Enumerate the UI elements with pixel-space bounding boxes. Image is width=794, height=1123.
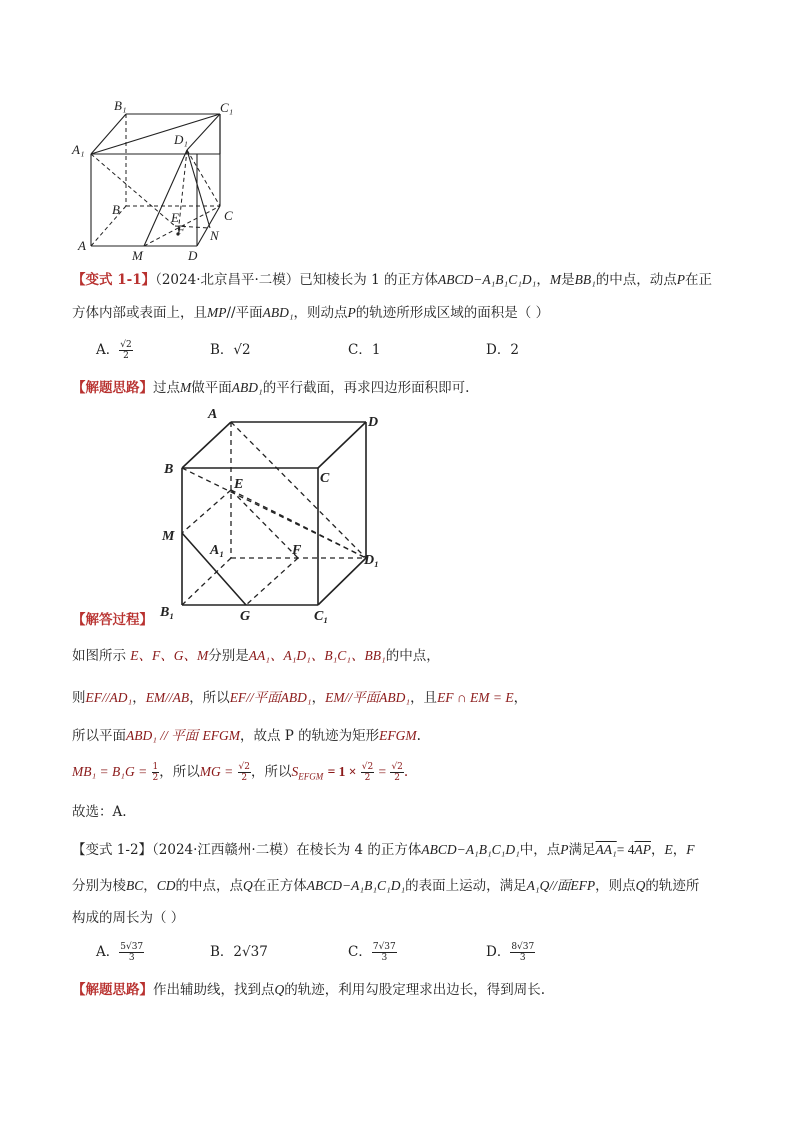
vector-AA1: AA₁	[595, 842, 617, 857]
answer-text: 故选：A.	[72, 804, 127, 820]
numerator: 7√37	[372, 942, 396, 952]
label-B: B	[112, 202, 120, 217]
label-D1: D₁	[364, 553, 379, 568]
solution-line4	[72, 762, 732, 788]
label-M: M	[132, 248, 143, 263]
text: .	[416, 728, 421, 744]
label-D: D	[368, 415, 379, 430]
math: E	[664, 842, 673, 857]
text: 满足	[568, 842, 596, 858]
text: ，	[536, 272, 550, 288]
text: 所以平面	[72, 728, 126, 744]
cube-name: ABCD−A₁B₁C₁D₁	[437, 272, 537, 287]
option-label: D．	[486, 944, 511, 960]
math: =	[378, 764, 387, 779]
label-C1: C₁	[314, 609, 329, 624]
label-B: B	[164, 462, 174, 477]
variant-1-2-options	[72, 942, 732, 968]
math: EFGM	[379, 728, 417, 743]
denominator: 2	[123, 351, 129, 361]
math: EF ∩ EM = E	[437, 690, 514, 705]
math: S	[291, 764, 299, 779]
math: Q	[243, 878, 253, 893]
text: 的平行截面，再求四边形面积即可.	[262, 380, 470, 396]
text: 过点	[153, 380, 180, 396]
text: 方体内部或表面上，且	[72, 305, 207, 321]
variant-tag: 【变式 1-2】	[72, 842, 153, 858]
denominator: 3	[128, 953, 135, 963]
fraction	[119, 942, 144, 963]
label-B1: B₁	[114, 98, 127, 113]
math-M: M	[549, 272, 562, 287]
text: 的轨迹，利用勾股定理求出边长，得到周长.	[284, 982, 546, 998]
math: F	[686, 842, 695, 857]
math: CD	[156, 878, 176, 893]
label-F: F	[292, 543, 302, 558]
label-M: M	[162, 529, 175, 544]
text: 分别是	[208, 648, 249, 664]
option-c[interactable]	[348, 942, 397, 963]
math: EM//AB	[145, 690, 190, 705]
option-label: C．	[348, 342, 372, 358]
math: BC	[126, 878, 144, 893]
label-C: C	[224, 208, 233, 223]
text: 的轨迹所	[645, 878, 700, 894]
text: .	[403, 764, 409, 780]
option-value: 2√37	[233, 944, 268, 960]
math: MB₁ = B₁G =	[72, 764, 148, 779]
text: 分别为棱	[72, 878, 126, 894]
label-A: A	[208, 407, 218, 422]
text: 构成的周长为（ ）	[72, 910, 185, 926]
denominator: 3	[381, 953, 388, 963]
math-P: P	[347, 305, 356, 320]
text: ，则动点	[293, 305, 348, 321]
math: = 1 ×	[327, 764, 357, 779]
label-D1: D₁	[174, 132, 188, 147]
numerator: √2	[238, 762, 251, 772]
numerator: √2	[361, 762, 374, 772]
solution-label: 【解答过程】	[72, 612, 153, 628]
hint-tag: 【解题思路】	[72, 380, 153, 396]
denominator: 2	[241, 773, 248, 783]
fraction	[119, 340, 132, 361]
text: ，且	[410, 690, 438, 706]
numerator: 8√37	[511, 942, 535, 952]
option-b[interactable]	[210, 340, 251, 360]
option-b[interactable]	[210, 942, 268, 962]
math: A₁Q//面EFP	[526, 878, 596, 893]
label-G: G	[240, 609, 251, 624]
option-d[interactable]	[486, 340, 519, 360]
text: ，	[513, 690, 528, 706]
option-value: √2	[233, 342, 251, 358]
text: 的轨迹所形成区域的面积是（ ）	[355, 305, 550, 321]
math: E、F、G、M	[130, 648, 209, 663]
math: EFGM	[202, 728, 240, 743]
denominator: 2	[152, 773, 159, 783]
fraction	[390, 762, 403, 783]
source: （2024·江西赣州·二模）	[152, 842, 297, 858]
text: ，所以	[159, 764, 200, 780]
text: ，故点 P 的轨迹为矩形	[239, 728, 380, 744]
text: ，	[311, 690, 326, 706]
math-M: M	[180, 380, 192, 395]
text: 如图所示	[72, 648, 126, 664]
fraction	[510, 942, 535, 963]
math: EM//平面ABD₁	[325, 690, 411, 705]
text: 在棱长为 4 的正方体	[296, 842, 422, 858]
option-a[interactable]	[96, 340, 133, 361]
source: （2024·北京昌平·二模）	[155, 272, 300, 288]
text: ，所以	[251, 764, 292, 780]
numerator: √2	[391, 762, 403, 772]
text: //平面	[226, 305, 263, 321]
variant-1-1-hint	[72, 378, 732, 398]
solution-line3	[72, 726, 732, 746]
numerator: 5√37	[120, 942, 144, 952]
text: 作出辅助线，找到点	[153, 982, 275, 998]
variant-tag: 【变式 1-1】	[72, 272, 156, 288]
option-c[interactable]	[348, 340, 380, 360]
option-d[interactable]	[486, 942, 535, 963]
label-E: E	[234, 477, 244, 492]
label-A: A	[78, 238, 86, 253]
math: ABCD−A₁B₁C₁D₁	[306, 878, 406, 893]
cube-figure-1	[70, 92, 250, 264]
fraction	[361, 762, 374, 783]
text: 则	[72, 690, 86, 706]
math: = 4	[616, 842, 635, 857]
math-P: P	[676, 272, 686, 287]
option-a[interactable]	[96, 942, 144, 963]
text: ，	[672, 842, 687, 858]
option-label: A．	[96, 342, 120, 358]
math: MG =	[199, 764, 234, 779]
option-label: B．	[210, 944, 234, 960]
math: EF//AD₁	[85, 690, 133, 705]
math: P	[560, 842, 569, 857]
math: EF//平面ABD₁	[229, 690, 312, 705]
option-value: 1	[371, 342, 381, 358]
text: 的中点，点	[175, 878, 244, 894]
label-N: N	[210, 228, 219, 243]
numerator: √2	[120, 340, 132, 350]
variant-1-2-line3	[72, 908, 732, 928]
text: 是	[561, 272, 575, 288]
variant-1-2-line2	[72, 876, 732, 896]
vector-AP: $\overline{AP}$	[634, 842, 651, 857]
text: ，	[650, 842, 665, 858]
math-BB1: BB₁	[574, 272, 596, 287]
denominator: 3	[519, 953, 526, 963]
solution-answer	[72, 802, 732, 822]
text: 在正	[685, 272, 713, 288]
text: 的表面上运动，满足	[405, 878, 527, 894]
math: ABCD−A₁B₁C₁D₁	[421, 842, 520, 857]
label-E: E	[171, 210, 179, 225]
math: Q	[635, 878, 646, 893]
hint-tag: 【解题思路】	[72, 982, 153, 998]
text: ，	[132, 690, 146, 706]
subscript: EFGM	[298, 771, 324, 782]
option-label: A．	[96, 944, 120, 960]
math-plane: ABD₁	[231, 380, 263, 395]
label-A1: A₁	[72, 142, 85, 157]
math: Q	[274, 982, 285, 997]
solution-tag	[72, 610, 732, 630]
math: AA₁、A₁D₁、B₁C₁、BB₁	[248, 648, 386, 663]
text: 的中点，	[385, 648, 440, 664]
variant-1-2-line1	[72, 840, 732, 860]
fraction	[238, 762, 251, 783]
variant-1-2-hint	[72, 980, 732, 1000]
label-C1: C₁	[220, 100, 234, 115]
cube-figure-2	[158, 402, 398, 624]
label-B1: B₁	[160, 605, 175, 620]
text: ，则点	[595, 878, 636, 894]
option-label: B．	[210, 342, 234, 358]
math: ABD₁ // 平面	[126, 728, 199, 743]
label-A1: A₁	[210, 543, 225, 558]
option-value: 2	[510, 342, 519, 358]
option-label: C．	[348, 944, 372, 960]
text: ，	[143, 878, 157, 894]
label-F: F	[177, 222, 185, 237]
solution-line2	[72, 688, 732, 708]
label-D: D	[188, 248, 198, 263]
variant-1-1-options	[72, 340, 732, 364]
denominator: 2	[364, 773, 371, 783]
variant-1-1-line1	[72, 270, 732, 290]
numerator: 1	[152, 762, 159, 772]
text: 在正方体	[252, 878, 307, 894]
text: 的中点，动点	[595, 272, 677, 288]
text: 已知棱长为 1 的正方体	[299, 272, 438, 288]
fraction	[372, 942, 397, 963]
solution-line1	[72, 646, 732, 666]
text: 中，点	[519, 842, 561, 858]
denominator: 2	[394, 773, 401, 783]
math-ABD1: ABD₁	[262, 305, 294, 320]
text: 做平面	[191, 380, 232, 396]
text: ，所以	[189, 690, 230, 706]
variant-1-1-line2	[72, 303, 732, 323]
math-MP: MP	[207, 305, 227, 320]
option-label: D．	[486, 342, 511, 358]
label-C: C	[320, 471, 330, 486]
